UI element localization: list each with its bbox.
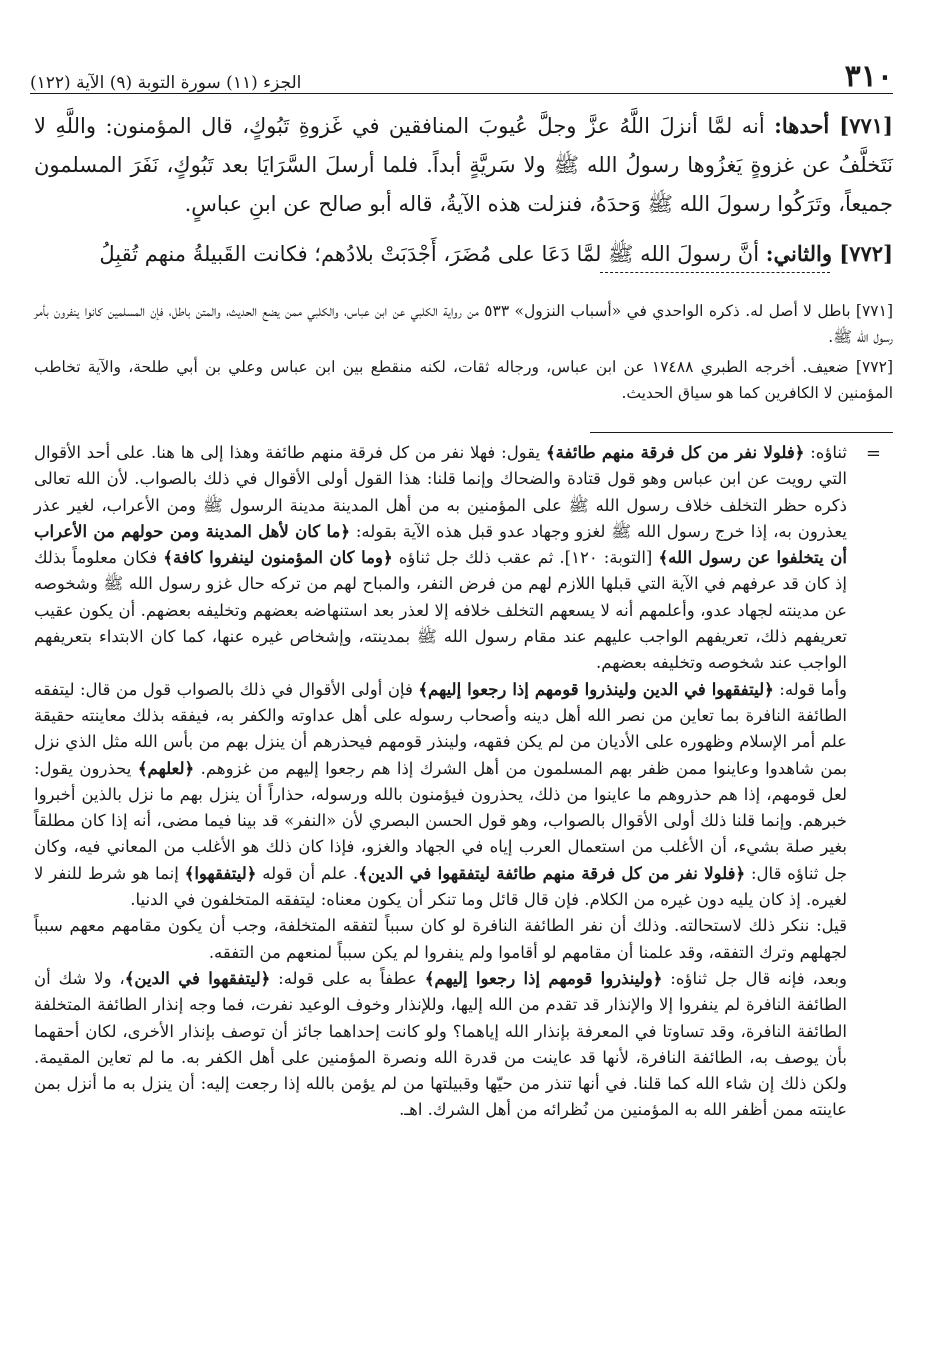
main-paragraph-772 (34, 234, 893, 274)
commentary-text: ثناؤه: (810, 443, 848, 462)
commentary-paragraph: قيل: ننكر ذلك لاستحالته. وذلك أن نفر الطائفة النافرة لو كان سبباً لتفقه المتخلفة، وجب أن يكون مقامهم معهم سبباً لجهلهم وترك التفقه، وقد علمنا أن مقامهم لو أقاموا ولم ينفروا لم يكن سبباً لمنعهم من التفقه. (34, 916, 847, 962)
quran-quote: ﴿ولينذروا قومهم إذا رجعوا إليهم﴾ (424, 968, 663, 988)
commentary-text: فإن أولى الأقوال في ذلك بالصواب قول من قال: ليتفقه الطائفة النافرة بما تعاين من نصر الله أهل دينه وأصحاب رسوله على أهل عداوته والكفر به، فيفقه بذلك معاينته حقيقة علم أمر الإسلام وظهوره على الأديان من لم يكن فقهه، ولينذر قومهم فيحذرهم أن ينزل بهم من بأس الله مثل الذي نزل بمن شاهدوا وعاينوا ممن ظفر بهم المسلمون من أهل الشرك إذا هم رجعوا إليهم من غزوهم. (34, 679, 848, 778)
page-number: ٣١٠ (844, 59, 893, 94)
quran-quote: ﴿وما كان المؤمنون لينفروا كافة﴾ (163, 548, 393, 568)
quran-quote: ﴿لعلهم﴾ (137, 758, 195, 778)
quran-quote: ﴿ليتفقهوا في الدين ولينذروا قومهم إذا رجعوا إليهم﴾ (418, 679, 774, 699)
commentary-text: إنما هو شرط للنفر لا لغيره. إذ كان يليه دون غيره من الكلام. فإن قال قائل وما تنكر أن يكون معناه: ليتفقه المتخلفون في الدنيا. (34, 863, 847, 910)
footnote-772: [٧٧٢] ضعيف. أخرجه الطبري ١٧٤٨٨ عن ابن عباس، ورجاله ثقات، لكنه منقطع بين ابن عباس وعلي بن أبي طلحة، والآية تخاطب المؤمنين لا الكافرين كما هو سياق الحديث. (34, 358, 894, 402)
narration-tag-771: [٧٧١] أحدها: (774, 113, 893, 138)
commentary-text: وأما قوله: (779, 679, 847, 699)
footnote-771: [٧٧١] باطل لا أصل له. ذكره الواحدي في «أسباب النزول» ٥٣٣ من رواية الكلبي عن ابن عباس، والكلبي ممن يضع الحديث، والمتن باطل، فإن المسلمين كانوا ينفرون بأمر رسول الله ﷺ. (34, 302, 893, 346)
quran-quote: ﴿ما كان لأهل المدينة ومن حولهم من الأعراب أن يتخلفوا عن رسول الله﴾ (34, 521, 848, 568)
commentary-paragraph (34, 677, 847, 914)
quran-quote: ﴿ليتفقهوا في الدين﴾ (124, 968, 271, 988)
header-rule (30, 93, 893, 94)
commentary-text: عطفاً به على قوله: (278, 968, 417, 988)
narration-text-771: أنه لمَّا أنزلَ اللَّهُ عزَّ وجلَّ عُيوبَ المنافقين في غَزوةِ تَبُوكٍ، قال المؤمنون: واللَّهِ لا نَتَخلَّفُ عن غزوةٍ يَغزُوها رسولُ الله ﷺ ولا سَريَّةٍ أبداً. فلما أرسلَ السَّرَايَا بعد تَبُوكٍ، نَفَرَ المسلمون جميعاً، وتَرَكُوا رسولَ الله ﷺ وَحدَهُ، فنزلت هذه الآيةُ، قاله أبو صالح عن ابنِ عباسٍ. (34, 114, 893, 216)
commentary-text: [التوبة: ١٢٠]. ثم عقب ذلك جل ثناؤه (398, 548, 653, 568)
main-paragraph-771 (34, 106, 893, 224)
footnotes (34, 298, 893, 410)
commentary-text: . علم أن قوله (262, 863, 359, 883)
narration-text-772: أنَّ رسولَ الله ﷺ لمَّا دَعَا على مُضَرَ، أَجْدَبَتْ بلادُهم؛ فكانت القَبيلةُ منهم تُقبِلُ (99, 242, 760, 266)
quran-quote: ﴿فلولا نفر من كل فرقة منهم طائفة﴾ (545, 443, 805, 462)
commentary-text: فكان معلوماً بذلك إذ كان قد عرفهم في الآية التي قبلها اللازم لهم من فرض النفر، والمباح لهم من تركه حال غزو رسول الله ﷺ وشخوصه عن مدينته لجهاد عدو، وأعلمهم أنه لا يسعهم التخلف خلافه إلا لعذر بعد استنهاضه بعضهم وتخليفه بعضهم. أن يكون عقيب تعريفهم ذلك، تعريفهم الواجب عليهم عند مقام رسول الله ﷺ بمدينته، وإشخاص غيره عنها، كما كان الابتداء بتعريفهم الواجب عند شخوصه وتخليفه بعضهم. (34, 548, 847, 673)
quran-quote: ﴿فلولا نفر من كل فرقة منهم طائفة ليتفقهوا في الدين﴾ (358, 863, 746, 883)
commentary-paragraph (34, 966, 847, 1124)
page-header (30, 42, 893, 92)
section-rule (590, 432, 893, 433)
commentary-paragraph (34, 440, 847, 677)
commentary-text: ، ولا شك أن الطائفة النافرة لم ينفروا إلا والإنذار قد تقدم من الله إليها، وللإنذار وخوف الوعيد نفرت، فما وجه إنذار الطائفة المتخلفة الطائفة النافرة، وقد تساوتا في المعرفة بإنذار الله إياهما؟ ولو كانت إحداهما جائز أن توصف بإنذار الأخرى، لكان أحقهما بأن يوصف به، الطائفة النافرة، لأنها قد عاينت من قدرة الله ونصرة المؤمنين على أهل الكفر به. ما لم تعاين المقيمة. ولكن ذلك إن شاء الله كما قلنا. في أنها تنذر من حيّها وقبيلتها من لم يؤمن بالله إذا رجعت إليه: أن ينزل به ما أنزل بمن عاينته ممن أظفر الله به المؤمنين من نُظرائه من أهل الشرك. اهـ. (34, 968, 847, 1120)
commentary (34, 440, 847, 1124)
continuation-separator (600, 272, 830, 273)
continuation-mark: = (865, 443, 881, 464)
commentary-text: وبعد، فإنه قال جل ثناؤه: (670, 968, 847, 988)
main-text (34, 106, 893, 274)
commentary-text: يحذرون يقول: لعل قومهم، إذا هم حذروهم ما عاينوا من ذلك، يحذرون فيؤمنون بالله ورسوله، حذاراً أن ينزل بهم ما نزل بالذين أخبروا خبرهم. وإنما قلنا ذلك أولى الأقوال بالصواب، وهو قول الحسن البصري لأن «النفر» قد بينا فيما مضى، أنه إذا كان مطلقاً بغير صلة بشيء، أن الأغلب من استعمال العرب إياه في الجهاد والغزو، فإذا كان ذلك هو الأغلب من المعاني فيه، وكان جل ثناؤه قال: (34, 758, 848, 883)
narration-tag-772: [٧٧٢] والثاني: (765, 241, 893, 266)
commentary-text: يقول: فهلا نفر من كل فرقة منهم طائفة وهذا إلى ها هنا. على أحد الأقوال التي رويت عن ابن عباس وهو قول قتادة والضحاك وإنما قلنا: هذا القول أولى الأقوال في ذلك بالصواب. لأن الله تعالى ذكره حظر التخلف خلاف رسول الله ﷺ على المؤمنين به من أهل المدينة مدينة الرسول ﷺ ومن الأعراب، لغير عذر يعذرون به، إذا خرج رسول الله ﷺ لغزو وجهاد عدو قبل هذه الآية بقوله: (34, 443, 847, 541)
quran-quote: ﴿ليتفقهوا﴾ (184, 863, 257, 883)
running-head: الجزء (١١) سورة التوبة (٩) الآية (١٢٢) (30, 73, 302, 93)
